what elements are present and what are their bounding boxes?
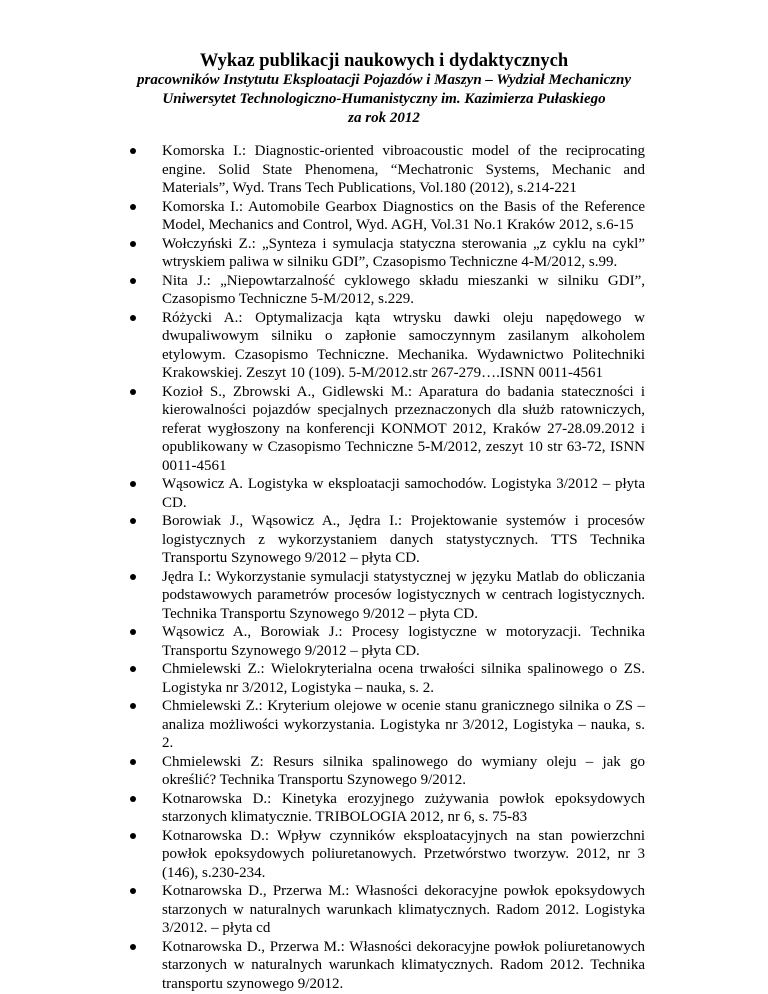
publication-text: Kotnarowska D.: Wpływ czynników eksploatacyjnych na stan powierzchni powłok epoksydowych poliuretanowych. Przetwórstwo tworzyw. 2012, nr 3 (146), s.230-234. — [162, 827, 645, 881]
publication-item — [0, 827, 645, 883]
publication-text: Wąsowicz A., Borowiak J.: Procesy logistyczne w motoryzacji. Technika Transportu Szynowego 9/2012 – płyta CD. — [162, 624, 645, 659]
publication-text: Chmielewski Z.: Wielokryterialna ocena trwałości silnika spalinowego o ZS. Logistyka nr 3/2012, Logistyka – nauka, s. 2. — [162, 661, 645, 696]
bullet-icon — [130, 518, 136, 524]
bullet-icon — [130, 796, 136, 802]
publication-item — [0, 697, 645, 753]
bullet-icon — [130, 278, 136, 284]
publication-text: Wołczyński Z.: „Synteza i symulacja statyczna sterowania „z cyklu na cykl” wtryskiem paliwa w silniku GDI”, Czasopismo Techniczne 4-M/2012, s.99. — [162, 235, 645, 270]
publication-text: Komorska I.: Automobile Gearbox Diagnostics on the Basis of the Reference Model, Mechanics and Control, Wyd. AGH, Vol.31 No.1 Kraków 2012, s.6-15 — [162, 198, 645, 233]
subtitle-institute: pracowników Instytutu Eksploatacji Pojazdów i Maszyn – Wydział Mechaniczny — [137, 72, 631, 88]
publication-item — [0, 309, 645, 383]
publication-text: Różycki A.: Optymalizacja kąta wtrysku dawki oleju napędowego w dwupaliwowym silniku o zapłonie samoczynnym zasilanym alkoholem etylowym. Czasopismo Techniczne. Mechanika. Wydawnictwo Politechniki Krakowskiej. Zeszyt 10 (109). 5-M/2012.str 267-279….ISNN 0011-4561 — [162, 309, 645, 381]
bullet-icon — [130, 315, 136, 321]
bullet-icon — [130, 148, 136, 154]
publication-item — [0, 938, 645, 994]
publication-item — [0, 790, 645, 827]
publication-item — [0, 272, 645, 309]
publication-item — [0, 753, 645, 790]
publication-text: Chmielewski Z.: Kryterium olejowe w ocenie stanu granicznego silnika o ZS – analiza możliwości wykorzystania. Logistyka nr 3/2012, Logistyka – nauka, s. 2. — [162, 698, 645, 751]
publication-text: Komorska I.: Diagnostic-oriented vibroacoustic model of the reciprocating engine. Solid State Phenomena, “Mechatronic Systems, Mechanic and Materials”, Wyd. Trans Tech Publications, Vol.180 (2012), s.214-221 — [162, 143, 645, 196]
publication-text: Kotnarowska D., Przerwa M.: Własności dekoracyjne powłok epoksydowych starzonych w naturalnych warunkach klimatycznych. Radom 2012. Logistyka 3/2012. – płyta cd — [162, 883, 645, 936]
bullet-icon — [130, 759, 136, 765]
publication-item — [0, 882, 645, 938]
bullet-icon — [130, 241, 136, 247]
publication-list — [0, 142, 768, 993]
subtitle-year: za rok 2012 — [348, 110, 420, 126]
publication-item — [0, 512, 645, 568]
bullet-icon — [130, 574, 136, 580]
publication-text: Chmielewski Z: Resurs silnika spalinowego do wymiany oleju – jak go określić? Technika Transportu Szynowego 9/2012. — [162, 753, 645, 788]
publication-text: Borowiak J., Wąsowicz A., Jędra I.: Projektowanie systemów i procesów logistycznych z wykorzystaniem danych statystycznych. TTS Technika Transportu Szynowego 9/2012 – płyta CD. — [162, 513, 645, 566]
bullet-icon — [130, 944, 136, 950]
publication-item — [0, 623, 645, 660]
bullet-icon — [130, 481, 136, 487]
publication-item — [0, 660, 645, 697]
publication-item — [0, 235, 645, 272]
bullet-icon — [130, 703, 136, 709]
bullet-icon — [130, 389, 136, 395]
publication-item — [0, 475, 645, 512]
publication-item — [0, 568, 645, 624]
publication-text: Jędra I.: Wykorzystanie symulacji statystycznej w języku Matlab do obliczania podstawowych parametrów procesów logistycznych w centrach logistycznych. Technika Transportu Szynowego 9/2012 – płyta CD. — [162, 568, 645, 622]
publication-text: Wąsowicz A. Logistyka w eksploatacji samochodów. Logistyka 3/2012 – płyta CD. — [162, 476, 645, 511]
bullet-icon — [130, 888, 136, 894]
bullet-icon — [130, 204, 136, 210]
document-subtitle — [0, 71, 768, 128]
bullet-icon — [130, 833, 136, 839]
publication-text: Kotnarowska D., Przerwa M.: Własności dekoracyjne powłok poliuretanowych starzonych w naturalnych warunkach klimatycznych. Radom 2012. Technika transportu szynowego 9/2012. — [162, 938, 645, 992]
subtitle-university: Uniwersytet Technologiczno-Humanistyczny im. Kazimierza Pułaskiego — [162, 91, 606, 107]
document-title: Wykaz publikacji naukowych i dydaktycznych — [199, 51, 569, 71]
publication-item — [0, 198, 645, 235]
publication-text: Kotnarowska D.: Kinetyka erozyjnego zużywania powłok epoksydowych starzonych klimatycznie. TRIBOLOGIA 2012, nr 6, s. 75-83 — [162, 790, 645, 825]
publication-text: Kozioł S., Zbrowski A., Gidlewski M.: Aparatura do badania stateczności i kierowalności pojazdów specjalnych przeznaczonych dla służb ratowniczych, referat wygłoszony na konferencji KONMOT 2012, Kraków 27-28.09.2012 i opublikowany w Czasopismo Techniczne 5-M/2012, zeszyt 10 str 63-72, ISNN 0011-4561 — [162, 383, 645, 474]
bullet-icon — [130, 666, 136, 672]
publication-item — [0, 383, 645, 476]
publication-text: Nita J.: „Niepowtarzalność cyklowego składu mieszanki w silniku GDI”, Czasopismo Techniczne 5-M/2012, s.229. — [162, 272, 645, 307]
publication-item — [0, 142, 645, 198]
bullet-icon — [130, 629, 136, 635]
